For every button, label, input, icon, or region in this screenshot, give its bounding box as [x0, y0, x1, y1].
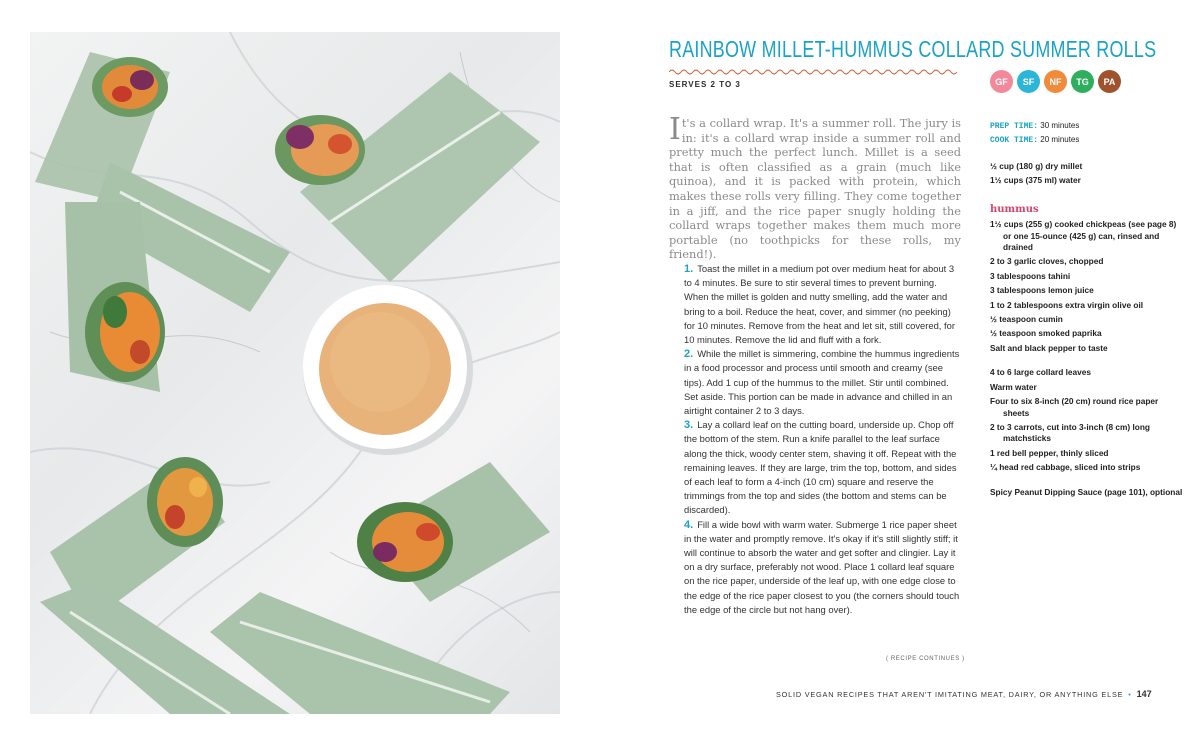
badge-pa: PA: [1098, 70, 1121, 93]
ingredients-list: [990, 161, 1185, 501]
ingredient-item: Four to six 8-inch (20 cm) round rice paper sheets: [990, 396, 1159, 418]
badge-tg: TG: [1071, 70, 1094, 93]
step-2: [684, 347, 960, 418]
step-text: While the millet is simmering, combine the hummus ingredients in a food processor and process until smooth and creamy (see tips). Add 1 cup of the hummus to the millet. Stir until combined. Set aside. This portion can be made in advance and chilled in an airtight container 2 to 3 days.: [684, 348, 960, 417]
serves-label: SERVES 2 TO 3: [669, 80, 741, 89]
page-footer: [776, 689, 1152, 699]
step-number: 1.: [684, 263, 694, 275]
badge-gf: GF: [990, 70, 1013, 93]
ingredient-item: 3 tablespoons lemon juice: [990, 285, 1094, 296]
page-number: 147: [1136, 689, 1152, 699]
ingredient-item: 1½ cups (375 ml) water: [990, 175, 1081, 186]
step-text: Fill a wide bowl with warm water. Submerge 1 rice paper sheet in the water and promptly remove. It's okay if it's still slightly stiff; it will continue to absorb the water and get softer and clingier. Lay it on a dry surface, preferably not wood. Place 1 collard leaf square on the rice paper, underside of the leaf up, with one edge close to the edge of the rice paper closest to you (the corners should touch the edge of the circle but not hang over).: [684, 518, 960, 615]
cook-time: [990, 133, 1079, 147]
ingredient-item: 4 to 6 large collard leaves: [990, 367, 1091, 378]
badge-sf: SF: [1017, 70, 1040, 93]
ingredient-item: ½ teaspoon smoked paprika: [990, 328, 1102, 339]
diet-badges: [990, 70, 1121, 93]
recipe-title: RAINBOW MILLET-HUMMUS COLLARD SUMMER ROLLS: [669, 36, 1157, 62]
sauce-bowl: [303, 285, 473, 455]
intro-dropcap: I: [669, 112, 681, 147]
prep-time: [990, 119, 1079, 133]
hummus-heading: hummus: [990, 203, 1039, 215]
cook-time-label: COOK TIME:: [990, 136, 1039, 145]
ingredient-item: 1 to 2 tablespoons extra virgin olive oil: [990, 299, 1144, 310]
prep-time-label: PREP TIME:: [990, 122, 1039, 131]
step-3: [684, 418, 960, 517]
roll-top-left: [35, 52, 170, 202]
method-steps: [684, 262, 960, 617]
prep-time-value: 30 minutes: [1040, 121, 1080, 130]
wavy-divider: [669, 68, 959, 76]
roll-top-right: [275, 72, 540, 282]
ingredient-item: Warm water: [990, 381, 1037, 392]
ingredient-item: ½ cup (180 g) dry millet: [990, 161, 1083, 171]
intro-text: t's a collard wrap. It's a summer roll. The jury is in: it's a collard wrap inside a summer roll and pretty much the perfect lunch. Millet is a seed that is often classified as a grain (much like quinoa), and it is packed with protein, which makes these rolls very filling. They come together in a jiff, and the rice paper snugly holding the collard wraps together makes them much more portable (no toothpicks for these rolls, my friend!).: [669, 116, 961, 262]
step-number: 3.: [684, 419, 694, 432]
recipe-continues-note: ( RECIPE CONTINUES ): [886, 656, 965, 662]
ingredient-item: 3 tablespoons tahini: [990, 270, 1071, 281]
step-number: 4.: [684, 518, 694, 531]
roll-bottom-right: [357, 462, 550, 602]
ingredient-item: Spicy Peanut Dipping Sauce (page 101), optional: [990, 486, 1183, 497]
step-text: Lay a collard leaf on the cutting board, underside up. Chop off the bottom of the stem. Run a knife parallel to the leaf surface along the thick, woody center stem, shaving it off. Repeat with the remaining leaves. If they are large, trim the top, bottom, and sides of each leaf to form a 4-inch (10 cm) square and reserve the trimmings from the top and sides (the bottom and stems can be discarded).: [684, 419, 957, 516]
badge-nf: NF: [1044, 70, 1067, 93]
ingredient-item: Salt and black pepper to taste: [990, 342, 1108, 353]
intro-paragraph: [669, 112, 961, 262]
recipe-photo: [30, 32, 560, 714]
ingredient-item: ¼ head red cabbage, sliced into strips: [990, 462, 1141, 473]
time-info: [990, 119, 1079, 147]
step-number: 2.: [684, 348, 694, 361]
ingredient-item: 1 red bell pepper, thinly sliced: [990, 447, 1109, 458]
step-1: [684, 262, 960, 347]
ingredient-item: 1½ cups (255 g) cooked chickpeas (see page 8) or one 15-ounce (425 g) can, rinsed and drained: [990, 219, 1177, 253]
footer-bullet: •: [1128, 690, 1132, 699]
footer-text: SOLID VEGAN RECIPES THAT AREN'T IMITATING MEAT, DAIRY, OR ANYTHING ELSE: [776, 690, 1124, 699]
ingredient-item: 2 to 3 garlic cloves, chopped: [990, 256, 1104, 267]
ingredient-item: ½ teaspoon cumin: [990, 314, 1063, 325]
summer-rolls-illustration: [30, 32, 560, 714]
step-text: Toast the millet in a medium pot over medium heat for about 3 to 4 minutes. Be sure to stir several times to prevent burning. When the millet is golden and nutty smelling, add the water and bring to a boil. Reduce the heat, cover, and simmer (no peeking) for 10 minutes. Remove from the heat and let sit, still covered, for 10 minutes. Remove the lid and fluff with a fork.: [684, 263, 955, 346]
cook-time-value: 20 minutes: [1040, 135, 1080, 144]
step-4: [684, 518, 960, 617]
ingredient-item: 2 to 3 carrots, cut into 3-inch (8 cm) long matchsticks: [990, 421, 1150, 444]
